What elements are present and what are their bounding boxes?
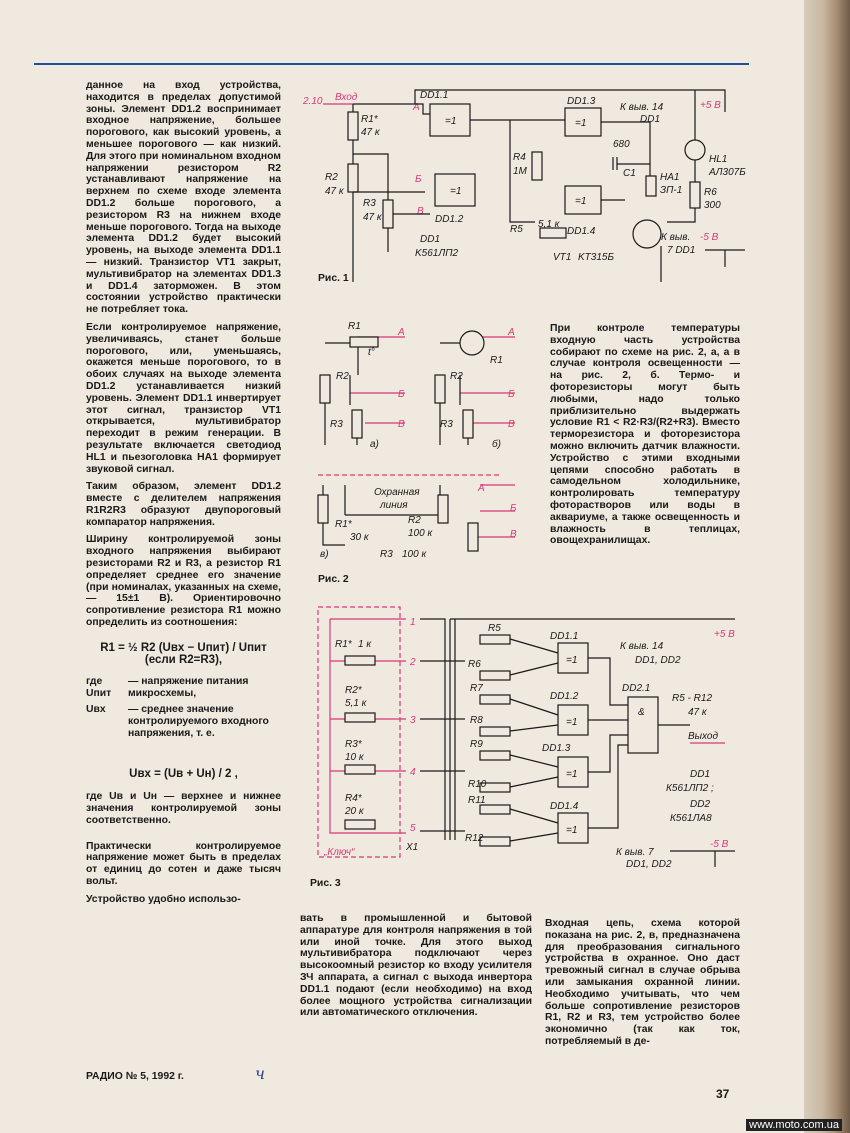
dd14-label: DD1.4 [550,801,579,812]
pin7-label: К выв. 7 [616,847,654,858]
r2-label: R2* [345,685,362,696]
hand-label: 2.10 [303,96,323,107]
r4-label: R4* [345,793,362,804]
formula-text: Uвх = (Uв + Uн) / 2 , [129,768,238,781]
buzzer-ha1 [646,176,656,196]
r4-value: 1М [513,166,527,177]
r4-value: 20 к [345,806,364,817]
r12-label: R12 [465,833,484,844]
node-v: В [417,206,424,217]
dd2-label: DD2 [690,799,711,810]
resistor-r1-star [345,656,375,665]
dd1-label: DD1 [690,769,711,780]
gate-eq: =1 [566,825,578,836]
paragraph: Таким образом, элемент DD1.2 вместе с делителем напряжения R1R2R3 образуют двупороговый компаратор напряжения. [86,481,281,528]
r5-value: 5,1 к [538,219,560,230]
c1-value: 680 [613,139,630,150]
def-key: Uвх [86,704,106,716]
gate-eq: =1 [445,116,457,127]
header-rule [34,63,749,65]
r7-label: R7 [470,683,483,694]
minus-label: -5 В [710,839,729,850]
r10-label: R10 [468,779,487,790]
resistor-r2 [320,375,330,403]
r1-value: 1 к [358,639,372,650]
resistor-r9 [480,751,510,760]
gate-dd2-1 [628,697,658,753]
resistor-r2 [438,495,448,523]
sub-b: б) [492,439,501,450]
pin7-sub: 7 DD1 [667,245,696,256]
r11-label: R11 [468,795,486,806]
r512-value: 47 к [688,707,707,718]
dd13-label: DD1.3 [542,743,571,754]
dd12-label: DD1.2 [435,214,464,225]
r2v-value: 100 к [408,528,433,539]
output-label: Выход [688,731,719,742]
r1-label: R1 [348,321,361,332]
pin-1: 1 [410,617,416,628]
formula-text: R1 = ½ R2 (Uвх − Uпит) / Uпит [100,641,267,654]
figure-3-caption: Рис. 3 [310,878,341,889]
r2-label: R2 [450,371,463,382]
r3-label: R3* [345,739,362,750]
node-v: В [510,529,517,540]
paragraph: вать в промышленной и бытовой аппаратуре для контроля напряжения в той или иной точке. Для этого выход мультивибратора подключают через высокоомный резистор ко входу усилителя ЗЧ аппарата, а сигнал с выхода инвертора DD1.1 подают (если необходимо) на вход более мощного устройства сигнализации или автоматического отключения. [300,913,532,1019]
resistor-r2-star [345,713,375,722]
paragraph: Ширину контролируемой зоны входного напряжения выбирают резисторами R2 и R3, а резистор R1 определяет среднее его значение (при номиналах, указанных на схеме,— 15±1 В). Ориентировочно сопротивление резистора R1 можно определить из соотношения: [86,534,281,629]
gate-and: & [638,707,645,718]
r1-value: 47 к [361,127,380,138]
r5-label: R5 [510,224,523,235]
resistor-r2 [435,375,445,403]
r1s-label: R1* [335,519,352,530]
r1-label: R1 [490,355,503,366]
r3v-label: R3 [380,549,393,560]
pin14-label: К выв. 14 [620,641,664,652]
sub-v: в) [320,549,329,560]
pin14-sub: DD1, DD2 [635,655,681,666]
pin-3: 3 [410,715,416,726]
dd11-label: DD1.1 [550,631,579,642]
pin7-label: К выв. [661,232,691,243]
resistor-r8 [480,727,510,736]
figure-1-schematic [295,82,755,282]
node-a: А [398,327,405,338]
page-number: 37 [716,1087,730,1101]
pin7-sub: DD1, DD2 [626,859,672,870]
r3-label: R3 [363,198,376,209]
pin14-label: К выв. 14 [620,102,664,113]
dd1-value: К561ЛП2 ; [666,783,714,794]
plus-label: +5 В [700,100,721,111]
text-column-left [86,80,281,912]
paragraph: При контроле температуры входную часть устройства собирают по схеме на рис. 2, а, а в случае контроля освещенности — на рис. 2, б. Термо- и фоторезисторы могут быть любыми, надо только приблизительно выдержать условие R1 < R2·R3/(R2+R3). Вместо терморезистора и фоторезистора можно включить датчик влажности. Устройство с этими входными цепями способно работать в самодельном холодильнике, контролировать температуру фоторастворов или воды в аквариуме, а также освещенность и влажность в теплицах, овощехранилищах. [550,323,740,547]
led-hl1 [685,140,705,160]
line-label-2: линия [380,500,408,511]
r8-label: R8 [470,715,483,726]
pin-5: 5 [410,823,416,834]
input-label: Вход [335,92,358,103]
r1s-value: 30 к [350,532,369,543]
r2-label: R2 [325,172,338,183]
gate-eq: =1 [566,717,578,728]
figure-2-caption: Рис. 2 [318,574,349,585]
plus-label: +5 В [714,629,735,640]
gate-eq: =1 [450,186,462,197]
node-a: А [508,327,515,338]
resistor-r3 [468,523,478,551]
pin14-sub: DD1 [640,114,661,125]
thermistor-r1 [350,337,378,347]
r2v-label: R2 [408,515,421,526]
paragraph: где Uв и Uн — верхнее и нижнее значения контролируемой зоны соответственно. [86,791,281,826]
node-v: В [398,419,405,430]
node-v: В [508,419,515,430]
dd1-value: K561ЛП2 [415,248,459,259]
paragraph: Входная цепь, схема которой показана на рис. 2, в, предназначена для преобразования сигнального устройства в охранное. Оно даст тревожный сигнал в случае обрыва или замыкания охранной линии. Необходимо учитывать, что чем больше сопротивление резисторов R1, R2 и R3, тем устройство более экономично (так как ток, потребляемый в де- [545,918,740,1047]
transistor-vt1 [633,220,661,248]
paragraph: данное на вход устройства, находится в пределах допустимой зоны. Элемент DD1.2 воспринимает входное напряжение, большее порогового, как высокий уровень, а меньшее порогового — как низкий. Для этого при номинальном входном напряжении резистором R2 устанавливают напряжение на верхнем по схеме входе элемента DD1.2 больше порогового, а резистором R3 на нижнем входе меньше порогового. Тогда на выходе элемента DD1.2 будет высокий уровень, на выходе элемента DD1.1 — низкий. Транзистор VT1 закрыт, мультивибратор на элементах DD1.3 и DD1.4 заторможен. В этом состоянии устройство практически не потребляет тока. [86,80,281,316]
hl1-label: HL1 [709,154,728,165]
r512-label: R5 - R12 [672,693,713,704]
def-value: — напряжение питания микросхемы, [128,676,249,700]
x1-label: X1 [406,842,419,853]
resistor-r1 [348,112,358,140]
formula-r1 [86,643,281,667]
r3-label: R3 [330,419,343,430]
text-column-right-top [550,323,740,553]
r4-label: R4 [513,152,526,163]
hl1-value: АЛ307Б [709,167,746,178]
resistor-r3-star [345,765,375,774]
page-binding-edge [804,0,850,1133]
resistor-r3 [383,200,393,228]
figure-3-schematic [310,605,750,870]
r3-value: 10 к [345,752,364,763]
r6-label: R6 [704,187,717,198]
node-a: А [478,483,485,494]
r1-label: R1* [335,639,352,650]
photoresistor-r1 [460,331,484,355]
text-column-middle [300,913,532,1025]
dd12-label: DD1.2 [550,691,579,702]
r3v-value: 100 к [402,549,427,560]
dd1-label: DD1 [420,234,441,245]
journal-footer: РАДИО № 5, 1992 г. [86,1071,184,1082]
resistor-r12 [480,837,510,846]
resistor-r1-star [318,495,328,523]
resistor-r4 [532,152,542,180]
dd2-value: К561ЛА8 [670,813,712,824]
def-key: где Uпит [86,676,112,700]
ha1-value: ЗП-1 [660,185,683,196]
resistor-r3 [352,410,362,438]
formula-condition: (если R2=R3), [144,653,223,666]
r2-label: R2 [336,371,349,382]
gate-eq: =1 [575,118,587,129]
paragraph: Если контролируемое напряжение, увеличиваясь, станет больше порогового, или, уменьшаясь, окажется меньше порогового, то в обоих случаях на выходе элемента DD1.2 устанавливается низкий уровень. Элемент DD1.1 инвертирует этот сигнал, транзистор VT1 открывается, мультивибратор переходит в режим генерации. В результате включается светодиод HL1 и пьезоголовка HA1 формирует звуковой сигнал. [86,321,281,475]
node-b: Б [510,503,517,514]
vt1-label: VT1 [553,252,572,263]
r3-label: R3 [440,419,453,430]
resistor-r3 [463,410,473,438]
r9-label: R9 [470,739,483,750]
paragraph: Устройство удобно использо- [86,893,241,905]
gate-eq: =1 [566,655,578,666]
r1-label: R1* [361,114,378,125]
r1-temp: t° [368,347,375,358]
dd13-label: DD1.3 [567,96,596,107]
resistor-r7 [480,695,510,704]
resistor-r6 [690,182,700,208]
node-b: Б [508,389,515,400]
formula-uvx [86,769,281,781]
ha1-label: HA1 [660,172,680,183]
line-label-1: Охранная [374,487,420,498]
r5-label: R5 [488,623,501,634]
dd21-label: DD2.1 [622,683,651,694]
watermark: www.moto.com.ua [746,1119,842,1131]
sub-a: а) [370,439,379,450]
text-column-right-bottom [545,918,740,1054]
def-value: — среднее значение контролируемого входного напряжения, т. е. [128,704,269,739]
definitions [86,676,281,739]
r2-value: 47 к [325,186,344,197]
paragraph: Практически контролируемое напряжение может быть в пределах от единиц до сотен и даже тысяч вольт. [86,840,281,888]
resistor-r4-star [345,820,375,829]
gate-eq: =1 [566,769,578,780]
resistor-r5 [480,635,510,644]
resistor-r2 [348,164,358,192]
dd14-label: DD1.4 [567,226,596,237]
pin-4: 4 [410,767,416,778]
r6-value: 300 [704,200,721,211]
key-label: „Ключ“ [324,847,355,858]
r2-value: 5,1 к [345,698,367,709]
vt1-value: KT315Б [578,252,614,263]
node-b: Б [398,389,405,400]
r3-value: 47 к [363,212,382,223]
dd11-label: DD1.1 [420,90,449,101]
r6-label: R6 [468,659,481,670]
node-b: Б [415,174,422,185]
handwritten-mark: ч [255,1064,265,1083]
gate-eq: =1 [575,196,587,207]
figure-1-caption: Рис. 1 [318,273,349,284]
c1-label: C1 [623,168,636,179]
resistor-r6 [480,671,510,680]
minus-label: -5 В [700,232,719,243]
node-a: А [413,102,420,113]
pin-2: 2 [410,657,416,668]
resistor-r11 [480,805,510,814]
figure-2-schematic [310,315,540,575]
